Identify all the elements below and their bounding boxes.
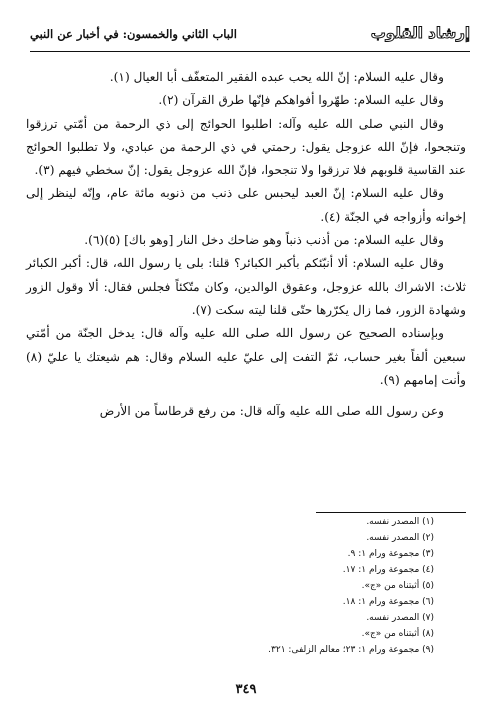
paragraph-7: وبإسناده الصحيح عن رسول الله صلى الله عليه وآله قال: يدخل الجنّة من أمّتي سبعين ألفاً بغير حساب، ثمّ التفت إلى عليّ عليه السلام وقال: هم شيعتك يا عليّ (٨) وأنت إمامهم (٩). xyxy=(26,326,466,387)
footnote-1: (١) المصدر نفسه. xyxy=(366,517,434,527)
page-header xyxy=(30,22,470,46)
paragraph-8: وعن رسول الله صلى الله عليه وآله قال: من رفع قرطاساً من الأرض xyxy=(99,404,444,419)
book-title-logo: إرشاد القلوب xyxy=(370,24,470,42)
footnote-5: (٥) أثبتناه من «ج». xyxy=(361,581,434,591)
footnote-2: (٢) المصدر نفسه. xyxy=(366,533,434,543)
footnotes-list xyxy=(54,514,434,658)
chapter-running-title: الباب الثاني والخمسون: في أخبار عن النبي xyxy=(30,27,237,41)
paragraph-3: وقال النبي صلى الله عليه وآله: اطلبوا الحوائج إلى ذي الرحمة من أمّتي ترزقوا وتنجحوا، فإنّ الله عزوجل يقول: رحمتي في ذي الرحمة من عبادي، ولا تطلبوا الحوائج عند القاسية قلوبهم فلا ترزقوا ولا تنجحوا، فإنّ الله عزوجل يقول: إنّ سخطي فيهم (٣). xyxy=(26,116,466,178)
paragraph-2: وقال عليه السلام: طهّروا أفواهكم فإنّها طرق القرآن (٢). xyxy=(158,93,444,108)
paragraph-5: وقال عليه السلام: من أذنب ذنباً وهو ضاحك دخل النار [وهو باك] (٥)(٦). xyxy=(84,233,444,248)
footnote-9: (٩) مجموعة ورام ١: ٢٣؛ معالم الزلفى: ٣٢١. xyxy=(268,645,434,655)
footnote-4: (٤) مجموعة ورام ١: ١٧. xyxy=(342,565,434,575)
footnote-3: (٣) مجموعة ورام ١: ٩. xyxy=(347,549,434,559)
footnote-7: (٧) المصدر نفسه. xyxy=(366,613,434,623)
paragraph-1: وقال عليه السلام: إنّ الله يحب عبده الفقير المتعفّف أبا العيال (١). xyxy=(109,70,444,84)
page-number: ٣٤٩ xyxy=(235,682,257,697)
footnote-8: (٨) أثبتناه من «ج». xyxy=(361,629,434,639)
paragraph-4: وقال عليه السلام: إنّ العبد ليحبس على ذنب من ذنوبه مائة عام، وإنّه لينظر إلى إخوانه وأزواجه في الجنّة (٤). xyxy=(26,186,466,224)
paragraph-6: وقال عليه السلام: ألا أنبّئكم بأكبر الكبائر؟ قلنا: بلى يا رسول الله، قال: أكبر الكبائر ثلاث: الاشراك بالله عزوجل، وعقوق الوالدين، وكان متّكئاً فجلس فقال: ألا وقول الزور وشهادة الزور، فما زال يكرّرها حتّى قلنا ليته سكت (٧). xyxy=(26,256,466,317)
footnotes-divider xyxy=(316,512,466,513)
footnote-6: (٦) مجموعة ورام ١: ١٨. xyxy=(342,597,434,607)
main-text xyxy=(26,66,466,423)
header-rule xyxy=(30,51,470,52)
